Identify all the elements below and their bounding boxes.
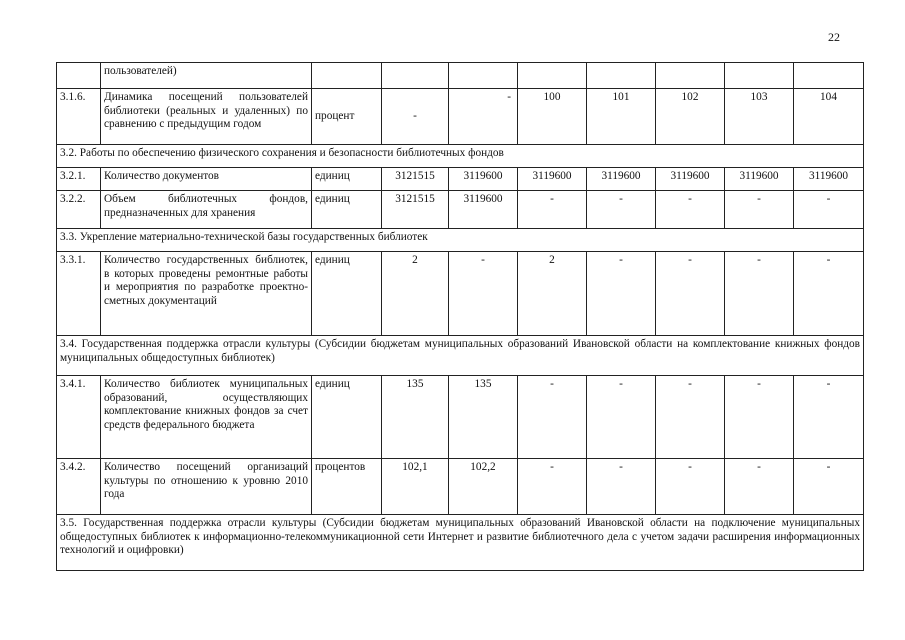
row-name: пользователей) [101,63,312,89]
cell-value: - [725,376,794,459]
cell-value: - [587,459,656,515]
row-name: Количество посещений организаций культуры по отношению к уровню 2010 года [101,459,312,515]
page-number: 22 [828,30,840,44]
row-number: 3.2.1. [57,168,101,191]
row-unit: единиц [312,191,382,229]
cell-value: - [794,376,864,459]
table-row [57,459,864,515]
cell-value [794,63,864,89]
cell-value: 3121515 [382,168,449,191]
section-heading: 3.4. Государственная поддержка отрасли культуры (Субсидии бюджетам муниципальных образований Ивановской области на комплектование книжных фондов муниципальных общедоступных библиотек) [57,336,864,376]
cell-value: 3119600 [449,168,518,191]
cell-value: - [794,459,864,515]
table-row [57,63,864,89]
cell-value: - [449,252,518,336]
row-number [57,63,101,89]
cell-value: 103 [725,89,794,145]
section-row [57,229,864,252]
cell-value [587,63,656,89]
row-name: Динамика посещений пользователей библиотеки (реальных и удаленных) по сравнению с предыдущим годом [101,89,312,145]
table-row [57,376,864,459]
table-row [57,191,864,229]
row-unit: единиц [312,168,382,191]
row-unit: процентов [312,459,382,515]
cell-value: - [725,252,794,336]
cell-value: 101 [587,89,656,145]
cell-value: 3119600 [449,191,518,229]
row-name: Объем библиотечных фондов, предназначенных для хранения [101,191,312,229]
cell-value: - [518,459,587,515]
cell-value [518,63,587,89]
cell-value: 3119600 [587,168,656,191]
row-number: 3.1.6. [57,89,101,145]
row-name: Количество документов [101,168,312,191]
cell-value: - [587,376,656,459]
cell-value: - [518,376,587,459]
section-row [57,515,864,571]
section-row [57,336,864,376]
row-name: Количество государственных библиотек, в которых проведены ремонтные работы и мероприятия по разработке проектно-сметных документаций [101,252,312,336]
cell-value: 102,1 [382,459,449,515]
section-heading: 3.3. Укрепление материально-технической базы государственных библиотек [57,229,864,252]
section-row [57,145,864,168]
cell-value: - [382,89,449,145]
cell-value: 135 [449,376,518,459]
cell-value: 2 [518,252,587,336]
cell-value [725,63,794,89]
row-number: 3.2.2. [57,191,101,229]
cell-value: - [794,252,864,336]
cell-value: - [656,252,725,336]
row-number: 3.3.1. [57,252,101,336]
section-heading: 3.5. Государственная поддержка отрасли культуры (Субсидии бюджетам муниципальных образований Ивановской области на подключение муниципальных общедоступных библиотек к информационно-телекоммуникационной сети Интернет и развитие библиотечного дела с учетом задачи расширения информационных технологий и оцифровки) [57,515,864,571]
row-unit [312,63,382,89]
table-row [57,168,864,191]
cell-value: 3119600 [794,168,864,191]
cell-value: 102 [656,89,725,145]
cell-value: - [656,376,725,459]
cell-value: - [725,191,794,229]
table-row [57,89,864,145]
cell-value: - [794,191,864,229]
cell-value: 3121515 [382,191,449,229]
row-unit: единиц [312,252,382,336]
cell-value: 104 [794,89,864,145]
cell-value [449,63,518,89]
cell-value: - [656,191,725,229]
cell-value: - [518,191,587,229]
indicators-table [56,62,864,571]
cell-value [656,63,725,89]
cell-value: 102,2 [449,459,518,515]
cell-value [382,63,449,89]
row-unit: процент [312,89,382,145]
cell-value: 2 [382,252,449,336]
cell-value: - [587,252,656,336]
cell-value: - [449,89,518,145]
table-row [57,252,864,336]
cell-value: 135 [382,376,449,459]
row-name: Количество библиотек муниципальных образований, осуществляющих комплектование книжных фондов за счет средств федерального бюджета [101,376,312,459]
cell-value: 3119600 [518,168,587,191]
cell-value: 100 [518,89,587,145]
cell-value: 3119600 [725,168,794,191]
cell-value: - [725,459,794,515]
cell-value: - [587,191,656,229]
row-number: 3.4.1. [57,376,101,459]
section-heading: 3.2. Работы по обеспечению физического сохранения и безопасности библиотечных фондов [57,145,864,168]
cell-value: 3119600 [656,168,725,191]
row-number: 3.4.2. [57,459,101,515]
row-unit: единиц [312,376,382,459]
cell-value: - [656,459,725,515]
